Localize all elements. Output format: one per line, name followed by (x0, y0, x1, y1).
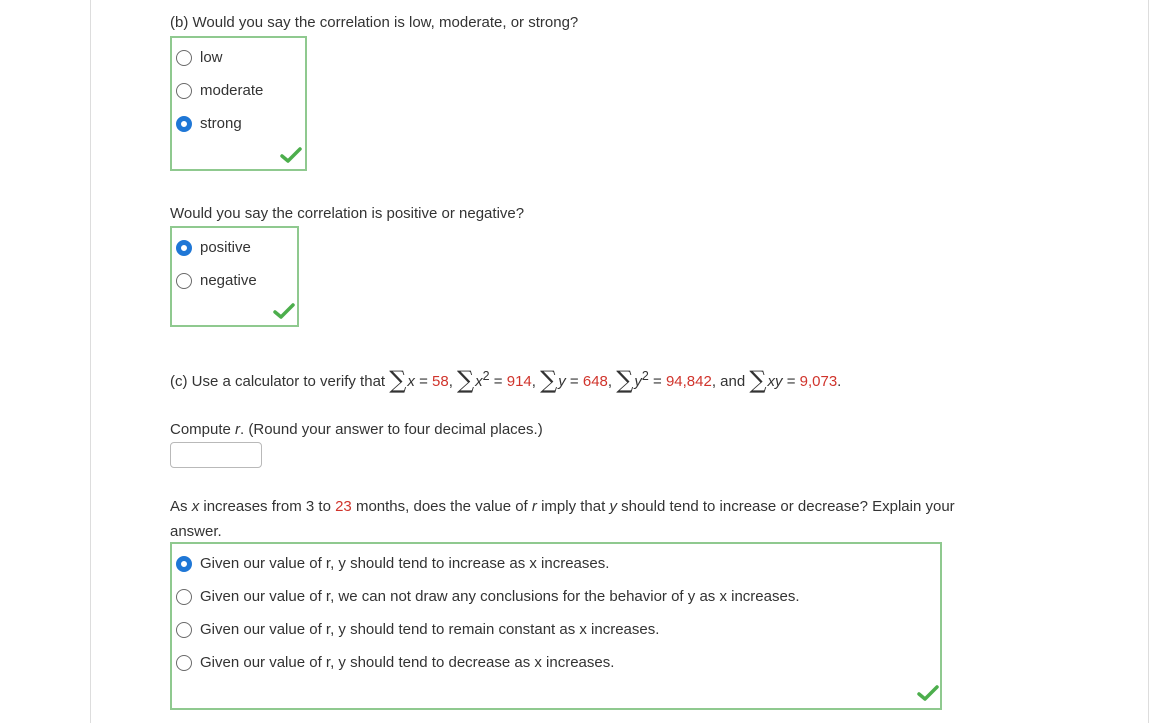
sigma-symbol: ∑ (540, 366, 558, 394)
equals-sign: = (653, 373, 662, 390)
sum-xy-variable: xy (767, 373, 783, 390)
compute-suffix: . (Round your answer to four decimal places.) (240, 421, 543, 438)
equals-sign: = (569, 373, 579, 390)
comma: , (531, 373, 536, 390)
radio-button[interactable] (176, 50, 192, 66)
part-b-option-low[interactable] (176, 41, 223, 74)
sum-x2-variable: x (475, 373, 483, 390)
sum-y2-value: 94,842 (665, 373, 712, 390)
compute-prefix: Compute (170, 421, 231, 438)
sign-answer-box (170, 226, 299, 327)
part-b-option-moderate[interactable] (176, 74, 263, 107)
part-c-intro: (c) Use a calculator to verify that (170, 373, 386, 390)
radio-button[interactable] (176, 589, 192, 605)
radio-button[interactable] (176, 83, 192, 99)
text-fragment: increases from 3 to (203, 498, 331, 515)
option-label: positive (200, 239, 251, 256)
y-variable: y (609, 498, 617, 515)
sign-question: Would you say the correlation is positive or negative? (170, 205, 525, 222)
sign-option-negative[interactable] (176, 264, 257, 297)
equals-sign: = (786, 373, 796, 390)
sigma-symbol: ∑ (389, 366, 407, 394)
radio-button[interactable] (176, 622, 192, 638)
radio-button[interactable] (176, 273, 192, 289)
exponent: 2 (482, 369, 490, 383)
option-label: moderate (200, 82, 264, 99)
text-fragment: months, does the value of (355, 498, 528, 515)
option-label: Given our value of r, y should tend to decrease as x increases. (200, 654, 615, 671)
compute-r-prompt (170, 421, 543, 438)
trend-answer-box (170, 542, 942, 710)
part-b-option-strong[interactable] (176, 107, 242, 140)
radio-button-selected[interactable] (176, 556, 192, 572)
r-answer-input[interactable] (170, 442, 262, 468)
x-variable: x (191, 498, 200, 515)
checkmark-icon (273, 303, 295, 319)
sum-y-variable: y (558, 373, 566, 390)
comma: , (607, 373, 613, 390)
option-label: Given our value of r, y should tend to increase as x increases. (200, 555, 610, 572)
text-fragment: As (170, 498, 188, 515)
radio-button-selected[interactable] (176, 240, 192, 256)
exponent: 2 (641, 369, 649, 383)
trend-option-increase[interactable] (176, 547, 609, 580)
r-variable: r (531, 498, 537, 515)
trend-option-constant[interactable] (176, 613, 659, 646)
checkmark-icon (280, 147, 302, 163)
text-fragment: should tend to increase or decrease? Explain your (621, 498, 955, 515)
sigma-symbol: ∑ (457, 366, 475, 394)
text-fragment: imply that (541, 498, 606, 515)
content-frame-left-border (90, 0, 91, 723)
radio-button[interactable] (176, 655, 192, 671)
option-label: negative (200, 272, 257, 289)
checkmark-icon (917, 685, 939, 701)
radio-button-selected[interactable] (176, 116, 192, 132)
trend-question-line2: answer. (170, 523, 222, 540)
comma: , (448, 373, 453, 390)
sum-x-value: 58 (432, 373, 449, 390)
option-label: low (200, 49, 223, 66)
and-word: and (720, 373, 746, 390)
part-b-answer-box (170, 36, 307, 171)
sum-y-value: 648 (582, 373, 608, 390)
part-b-question: (b) Would you say the correlation is low, moderate, or strong? (170, 14, 579, 31)
content-frame-right-border (1148, 0, 1149, 723)
trend-option-decrease[interactable] (176, 646, 614, 679)
sigma-symbol: ∑ (749, 366, 767, 394)
sum-xy-value: 9,073 (799, 373, 838, 390)
period: . (837, 373, 842, 390)
option-label: strong (200, 115, 242, 132)
r-variable: r (235, 421, 241, 438)
trend-question-line1 (170, 498, 955, 515)
option-label: Given our value of r, y should tend to remain constant as x increases. (200, 621, 660, 638)
equals-sign: = (419, 373, 428, 390)
option-label: Given our value of r, we can not draw any conclusions for the behavior of y as x increases. (200, 588, 800, 605)
sum-x-variable: x (407, 373, 415, 390)
trend-option-no-conclusion[interactable] (176, 580, 799, 613)
comma: , (711, 373, 716, 390)
part-c-statement (170, 366, 842, 394)
sum-y2-variable: y (634, 373, 642, 390)
months-value: 23 (335, 498, 352, 515)
sigma-symbol: ∑ (616, 366, 634, 394)
equals-sign: = (493, 373, 503, 390)
sign-option-positive[interactable] (176, 231, 251, 264)
sum-x2-value: 914 (506, 373, 532, 390)
